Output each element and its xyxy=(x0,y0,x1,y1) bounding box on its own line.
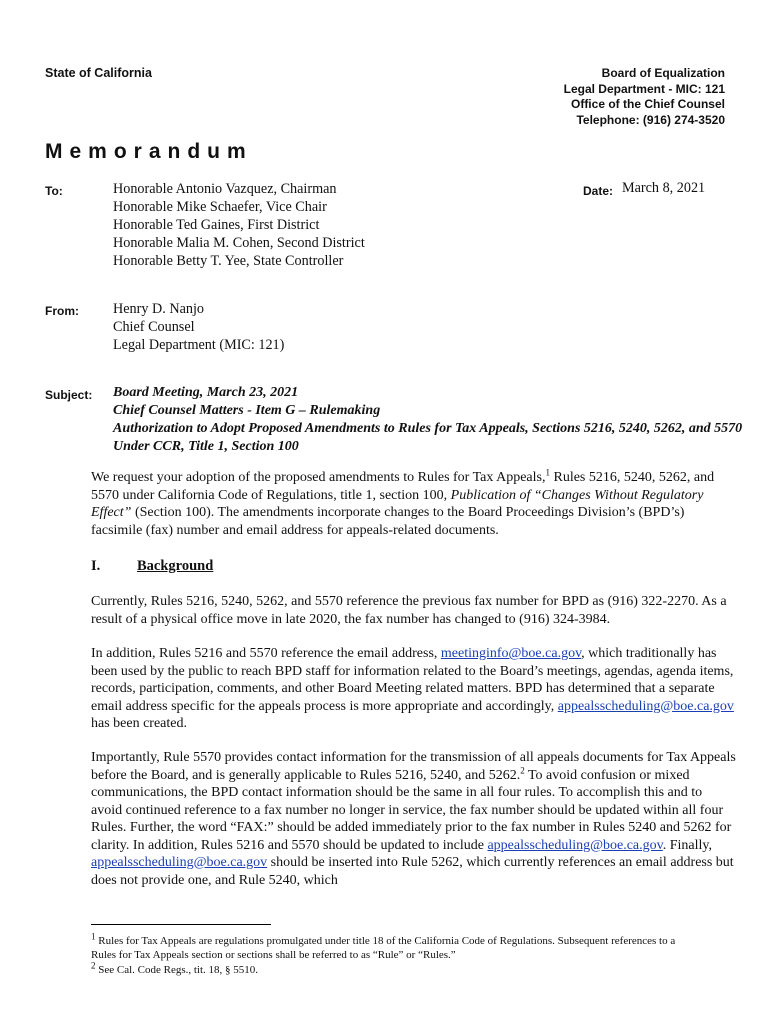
agency-name: Board of Equalization xyxy=(601,66,725,80)
footnote-divider xyxy=(91,924,271,925)
email-link-appealsscheduling[interactable]: appealsscheduling@boe.ca.gov xyxy=(487,837,663,853)
text-run: To avoid confusion or mixed communications, the BPD contact information should be the same in all four rules. To accomplish this and to avoid continued reference to a fax number no longer in service, the fax number should be updated within all four Rules. Further, the word “FAX:” should be added immediately prior to the fax number in Rules 5240 and 5262 for clarity. In addition, Rules 5216 and 5570 should be updated to include xyxy=(91,767,732,853)
text-run: In addition, Rules 5216 and 5570 reference the email address, xyxy=(91,646,441,661)
recipient: Honorable Ted Gaines, First District xyxy=(113,217,320,233)
subject-text xyxy=(113,384,743,456)
background-paragraph-1: Currently, Rules 5216, 5240, 5262, and 5570 reference the previous fax number for BPD as (916) 322-2270. As a result of a physical office move in late 2020, the fax number has changed to (916) 324-3984. xyxy=(91,594,727,627)
recipient: Honorable Malia M. Cohen, Second District xyxy=(113,235,365,251)
subject-line: Authorization to Adopt Proposed Amendments to Rules for Tax Appeals, Sections 5216, 5240, 5262, and 5570 Under CCR, Title 1, Section 100 xyxy=(113,421,743,454)
text-run: (Section 100). The amendments incorporate changes to the Board Proceedings Division’s (BPD’s) facsimile (fax) number and email address for appeals-related documents. xyxy=(91,505,685,538)
footnote-text: Rules for Tax Appeals are regulations promulgated under title 18 of the California Code of Regulations. Subsequent references to a Rules for Tax Appeals section or sections shall be referred to as “Rule” or “Rules.” xyxy=(91,935,676,961)
subject-line: Board Meeting, March 23, 2021 xyxy=(113,385,299,400)
background-paragraph-3 xyxy=(91,749,736,889)
agency-address-block xyxy=(564,66,725,128)
date-value: March 8, 2021 xyxy=(622,180,706,196)
subject-line: Chief Counsel Matters - Item G – Rulemaking xyxy=(113,403,381,418)
state-of-california: State of California xyxy=(45,66,152,80)
background-paragraph-2 xyxy=(91,645,736,733)
email-link-appealsscheduling[interactable]: appealsscheduling@boe.ca.gov xyxy=(91,855,268,870)
footnote-number: 1 xyxy=(91,931,96,942)
text-run: Importantly, Rule 5570 provides contact information for the transmission of all appeals documents for Tax Appeals before the Board, and is generally applicable to Rules 5216, 5240, and 5262. xyxy=(91,750,736,783)
sender-name: Henry D. Nanjo xyxy=(113,301,205,317)
recipient: Honorable Mike Schaefer, Vice Chair xyxy=(113,199,327,215)
agency-telephone: Telephone: (916) 274-3520 xyxy=(576,112,725,127)
recipient: Honorable Antonio Vazquez, Chairman xyxy=(113,181,337,197)
footnote-text: See Cal. Code Regs., tit. 18, § 5510. xyxy=(95,964,259,976)
intro-paragraph xyxy=(91,469,736,539)
section-title: Background xyxy=(137,558,214,574)
memo-title: Memorandum xyxy=(45,140,253,163)
text-run: has been created. xyxy=(91,716,187,731)
agency-department: Legal Department - MIC: 121 xyxy=(563,81,725,96)
sender-department: Legal Department (MIC: 121) xyxy=(113,337,285,353)
email-link-meetinginfo[interactable]: meetinginfo@boe.ca.gov xyxy=(440,646,582,661)
text-run: We request your adoption of the proposed amendments to Rules for Tax Appeals, xyxy=(91,470,546,485)
footnote-number: 2 xyxy=(91,960,96,971)
to-recipients xyxy=(113,180,365,270)
subject-label: Subject: xyxy=(45,388,93,402)
text-run: Rules 5216, 5240, 5262, and 5570 under California Code of Regulations, title 1, section 100, xyxy=(91,470,715,503)
text-run: should be inserted into Rule 5262, which currently references an email address but does not provide one, and Rule 5240, which xyxy=(91,855,734,888)
section-number: I. xyxy=(91,558,101,574)
sender-title: Chief Counsel xyxy=(113,319,195,335)
email-link-appealsscheduling[interactable]: appealsscheduling@boe.ca.gov xyxy=(557,698,734,714)
recipient: Honorable Betty T. Yee, State Controller xyxy=(113,253,344,269)
footnote-ref: 1 xyxy=(545,467,550,478)
section-heading xyxy=(91,558,213,575)
from-label: From: xyxy=(45,304,79,318)
agency-office: Office of the Chief Counsel xyxy=(570,97,725,111)
italic-title: Publication of “Changes Without Regulatory Effect” xyxy=(91,487,704,520)
from-sender xyxy=(113,300,284,354)
text-run: . Finally, xyxy=(662,837,712,853)
footnote-ref: 2 xyxy=(520,764,525,775)
footnote-2 xyxy=(91,960,691,977)
footnote-1 xyxy=(91,931,691,962)
text-run: , which traditionally has been used by the public to reach BPD staff for information related to the Board’s meetings, agendas, agenda items, records, participation, comments, and other Board Meeting related matters. BPD has determined that a separate email address specific for the appeals process is more appropriate and accordingly, xyxy=(91,646,734,714)
date-label: Date: xyxy=(583,184,614,198)
to-label: To: xyxy=(45,184,63,198)
